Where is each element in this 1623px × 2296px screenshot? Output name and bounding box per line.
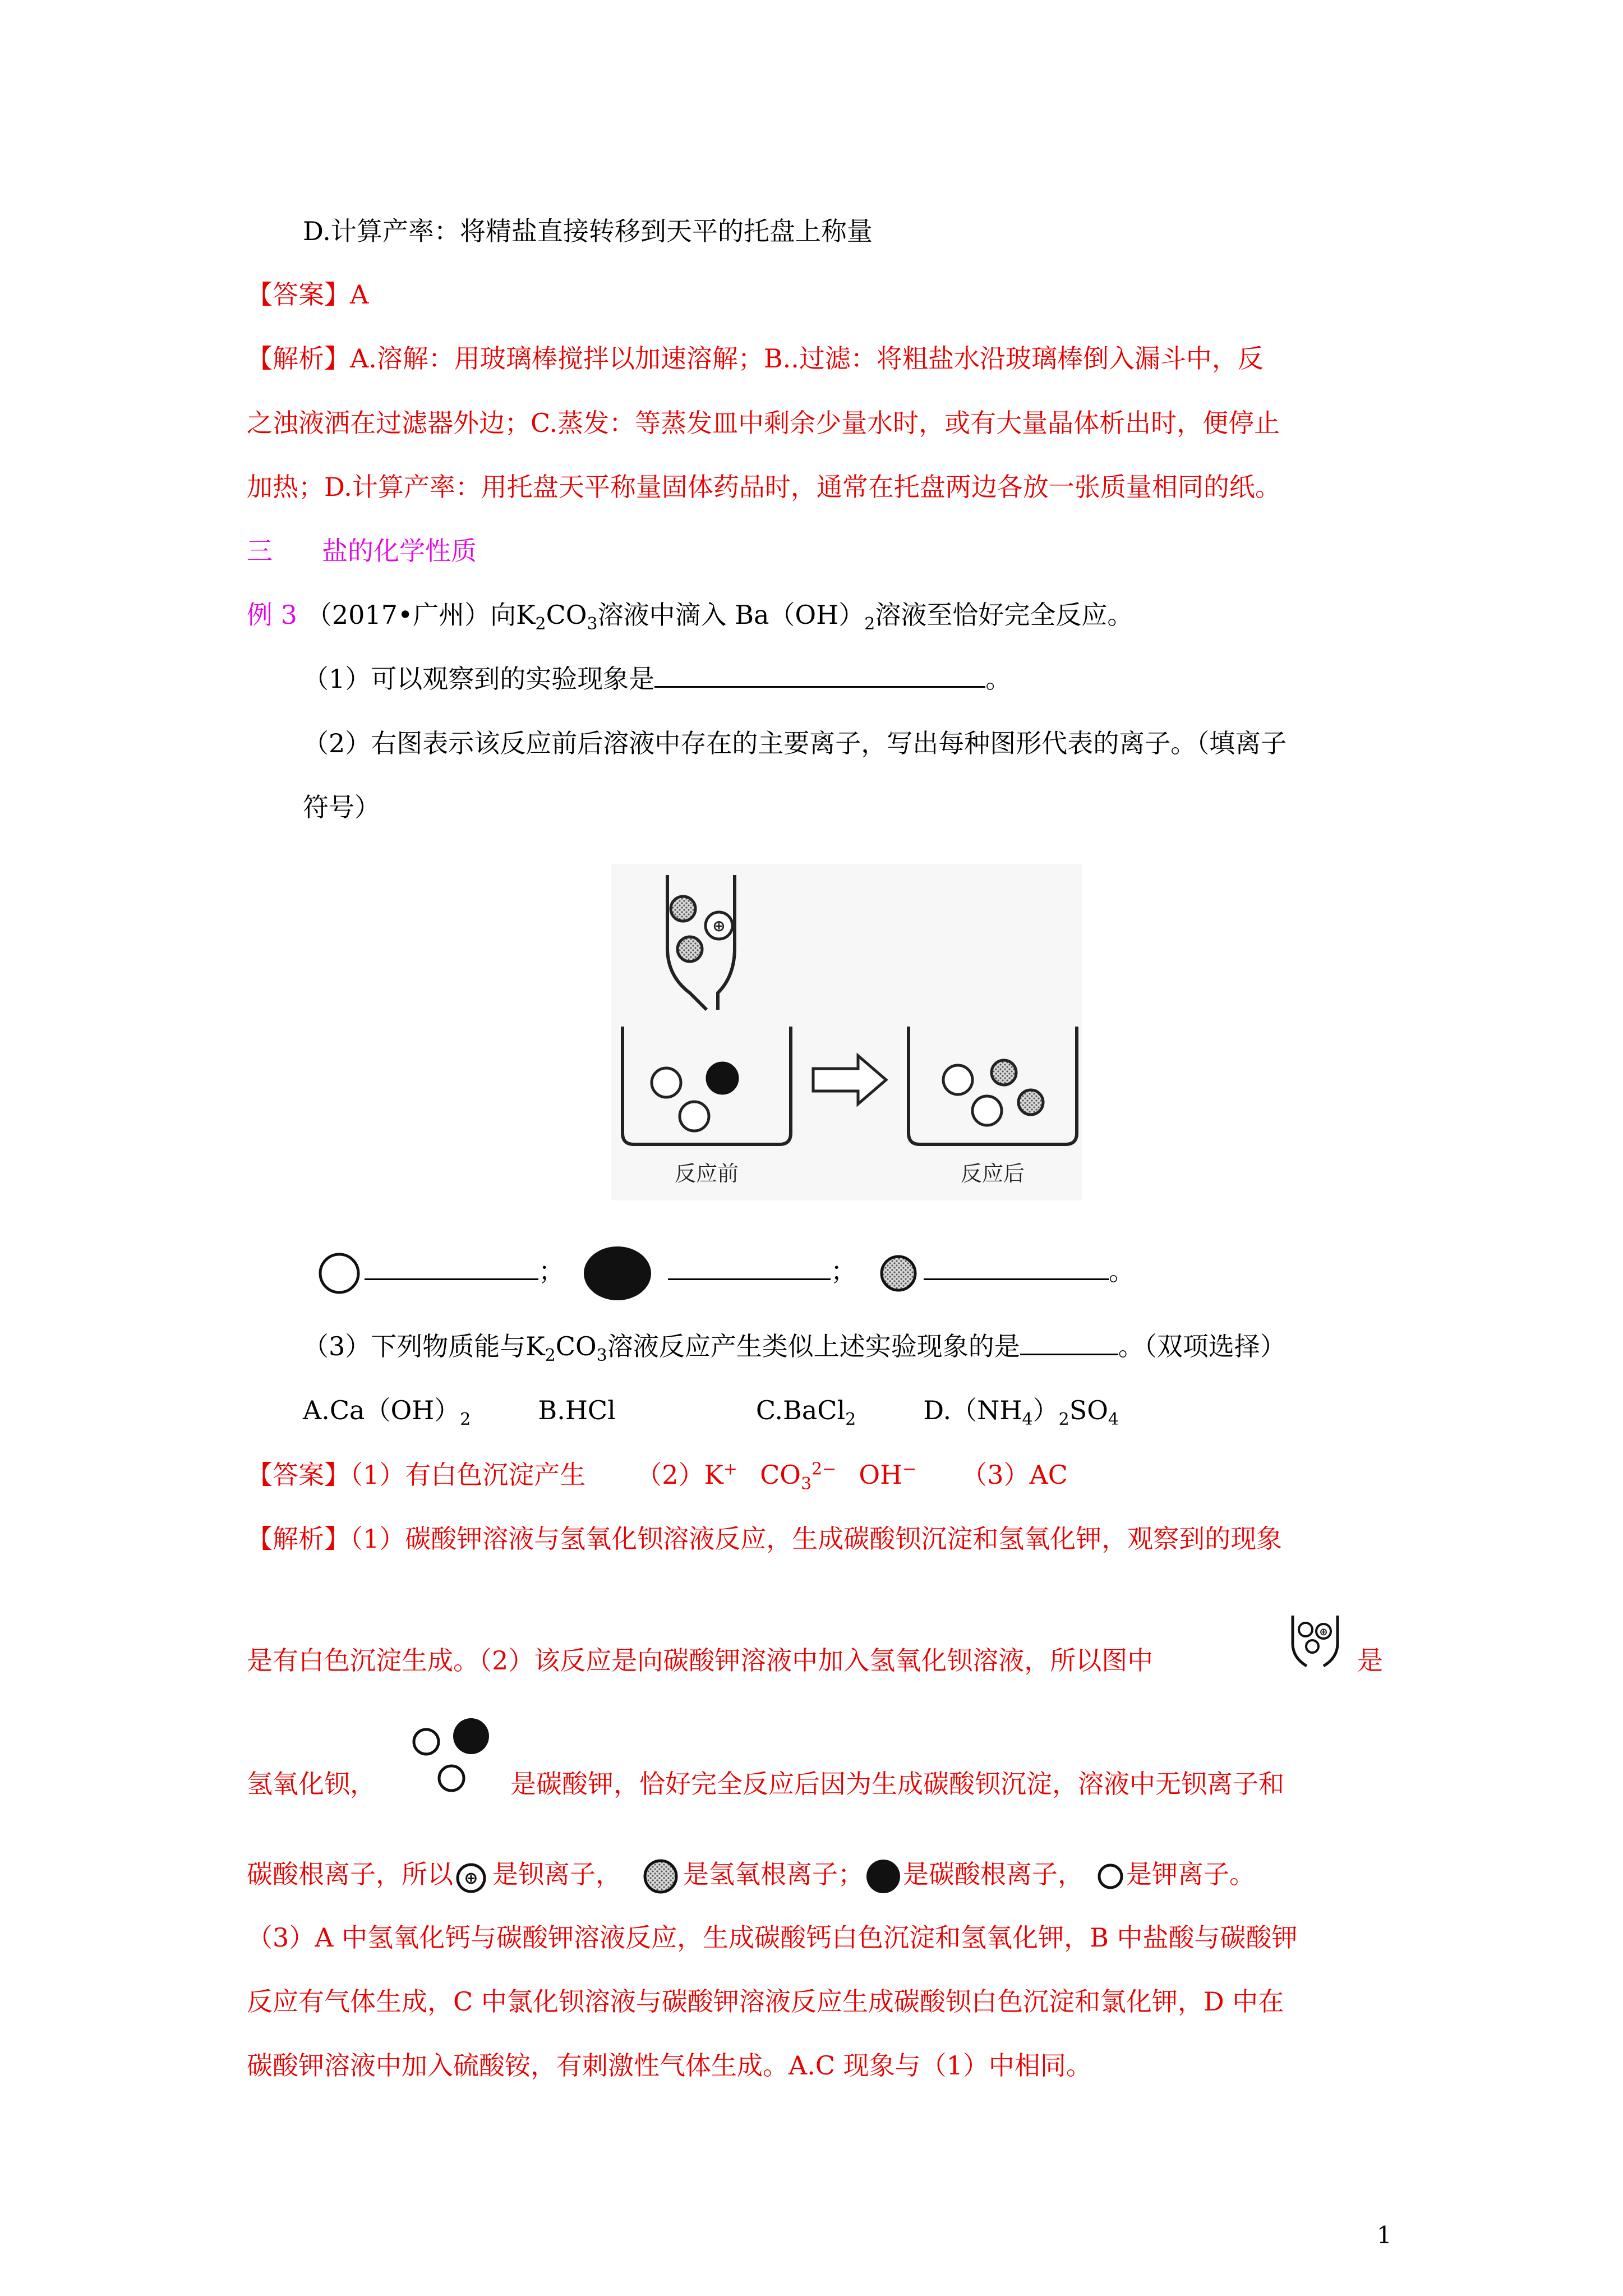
black-circle-icon (581, 1245, 654, 1301)
answer-blank-1[interactable] (654, 662, 985, 688)
answer-label: 【答案】 (247, 1460, 350, 1490)
question-1: （1）可以观察到的实验现象是 。 (303, 664, 1012, 694)
hydroxide-ion-after-2 (1018, 1090, 1043, 1115)
hydroxide-ion-dropper-2 (677, 937, 702, 961)
answer-label: 【答案】 (247, 279, 350, 310)
answer-1 (247, 278, 368, 311)
section-number: 三 (247, 536, 273, 566)
answer-2: 【答案】（1）有白色沉淀产生 （2）K+ $CO_3^{2-}$ OH− （3）AC (247, 1459, 1068, 1494)
legend-line: ； ； 。 (314, 1245, 1135, 1301)
before-label: 反应前 (674, 1161, 739, 1186)
question-2-line-1: （2）右图表示该反应前后溶液中存在的主要离子，写出每种图形代表的离子。（填离子 (303, 728, 1287, 758)
page-number: 1 (1377, 2221, 1392, 2249)
after-label: 反应后 (960, 1161, 1025, 1186)
svg-text:⊕: ⊕ (464, 1869, 478, 1888)
answer-value: A (350, 279, 369, 310)
analysis-2-line-5: （3）A 中氢氧化钙与碳酸钾溶液反应，生成碳酸钙白色沉淀和氢氧化钾，B 中盐酸与碳酸钾 (247, 1922, 1298, 1953)
analysis-1-line-2: 之浊液洒在过滤器外边；C.蒸发：等蒸发皿中剩余少量水时，或有大量晶体析出时，便停止 (247, 408, 1280, 438)
hydroxide-ion-icon (638, 1857, 683, 1896)
option-a: $A.Ca(OH)_2$ (303, 1395, 471, 1430)
hydroxide-ion-after-1 (992, 1060, 1016, 1085)
potassium-ion-after-2 (972, 1096, 1002, 1125)
section-heading (247, 534, 477, 568)
section-title: 盐的化学性质 (322, 536, 477, 566)
potassium-ion-after-1 (943, 1065, 972, 1094)
analysis-2-line-6: 反应有气体生成，C 中氯化钡溶液与碳酸钾溶液反应生成碳酸钡白色沉淀和氯化钾，D 中在 (247, 1986, 1284, 2017)
dotted-circle-icon (873, 1251, 924, 1296)
analysis-label: 【解析】 (247, 343, 350, 374)
analysis-1-line-1: 【解析】A.溶解：用玻璃棒搅拌以加速溶解；B..过滤：将粗盐水沿玻璃棒倒入漏斗中，反 (247, 343, 1264, 374)
reaction-figure (611, 864, 1082, 1200)
analysis-2-line-3-start: 氢氧化钡， (247, 1769, 376, 1799)
analysis-2-line-4: 碳酸根离子，所以 ⊕ 是钡离子， 是氢氧根离子； 是碳酸根离子， 是钾离子。 (247, 1857, 1255, 1896)
analysis-2-line-7: 碳酸钾溶液中加入硫酸铵，有刺激性气体生成。A.C 现象与（1）中相同。 (247, 2050, 1092, 2081)
barium-ion-plus-sign: ⊕ (712, 917, 726, 935)
carbonate-potassium-icon (404, 1714, 499, 1798)
example-label: 例 3 (247, 600, 297, 630)
carbonate-ion-icon (864, 1857, 903, 1896)
analysis-1-line-3: 加热；D.计算产率：用托盘天平称量固体药品时，通常在托盘两边各放一张质量相同的纸。 (247, 472, 1281, 502)
analysis-2-line-1: 【解析】（1）碳酸钾溶液与氢氧化钡溶液反应，生成碳酸钡沉淀和氢氧化钾，观察到的现象 (247, 1524, 1283, 1554)
legend-blank-1[interactable] (365, 1255, 538, 1280)
analysis-2-line-2: 是有白色沉淀生成。（2）该反应是向碳酸钾溶液中加入氢氧化钡溶液，所以图中 (247, 1645, 1154, 1676)
answer-blank-3[interactable] (1020, 1330, 1118, 1355)
hydroxide-ion-dropper-1 (671, 896, 695, 921)
potassium-ion-before-2 (680, 1102, 709, 1131)
barium-ion-icon (453, 1857, 492, 1896)
svg-text:⊕: ⊕ (1319, 1626, 1328, 1638)
potassium-ion-icon (1095, 1860, 1126, 1893)
option-d: $D.(NH_4)_2SO_4$ (923, 1395, 1119, 1430)
option-b: B.HCl (538, 1395, 616, 1425)
question-3: （3）下列物质能与$K_2CO_3$溶液反应产生类似上述实验现象的是 。（双项选择） (303, 1331, 1286, 1366)
question-2-line-2: 符号） (303, 792, 380, 822)
white-circle-icon (314, 1251, 365, 1296)
example-3-stem: 例 3 （2017•广州）向$K_2CO_3$溶液中滴入 $Ba(OH)_2$溶液至恰好完全反应。 (247, 600, 1133, 634)
carbonate-ion-before (707, 1062, 738, 1094)
option-c: C.BaCl$_2$ (755, 1395, 856, 1430)
analysis-label: 【解析】 (247, 1524, 350, 1554)
legend-blank-3[interactable] (924, 1255, 1109, 1280)
analysis-2-line-2-end: 是 (1357, 1645, 1383, 1676)
analysis-2-line-3-end: 是碳酸钾，恰好完全反应后因为生成碳酸钡沉淀，溶液中无钡离子和 (510, 1769, 1284, 1799)
potassium-ion-before-1 (652, 1068, 681, 1097)
option-d-text: D.计算产率：将精盐直接转移到天平的托盘上称量 (303, 216, 873, 246)
legend-blank-2[interactable] (668, 1255, 831, 1280)
question-3-options (303, 1393, 1119, 1430)
dropper-icon (1284, 1610, 1346, 1677)
